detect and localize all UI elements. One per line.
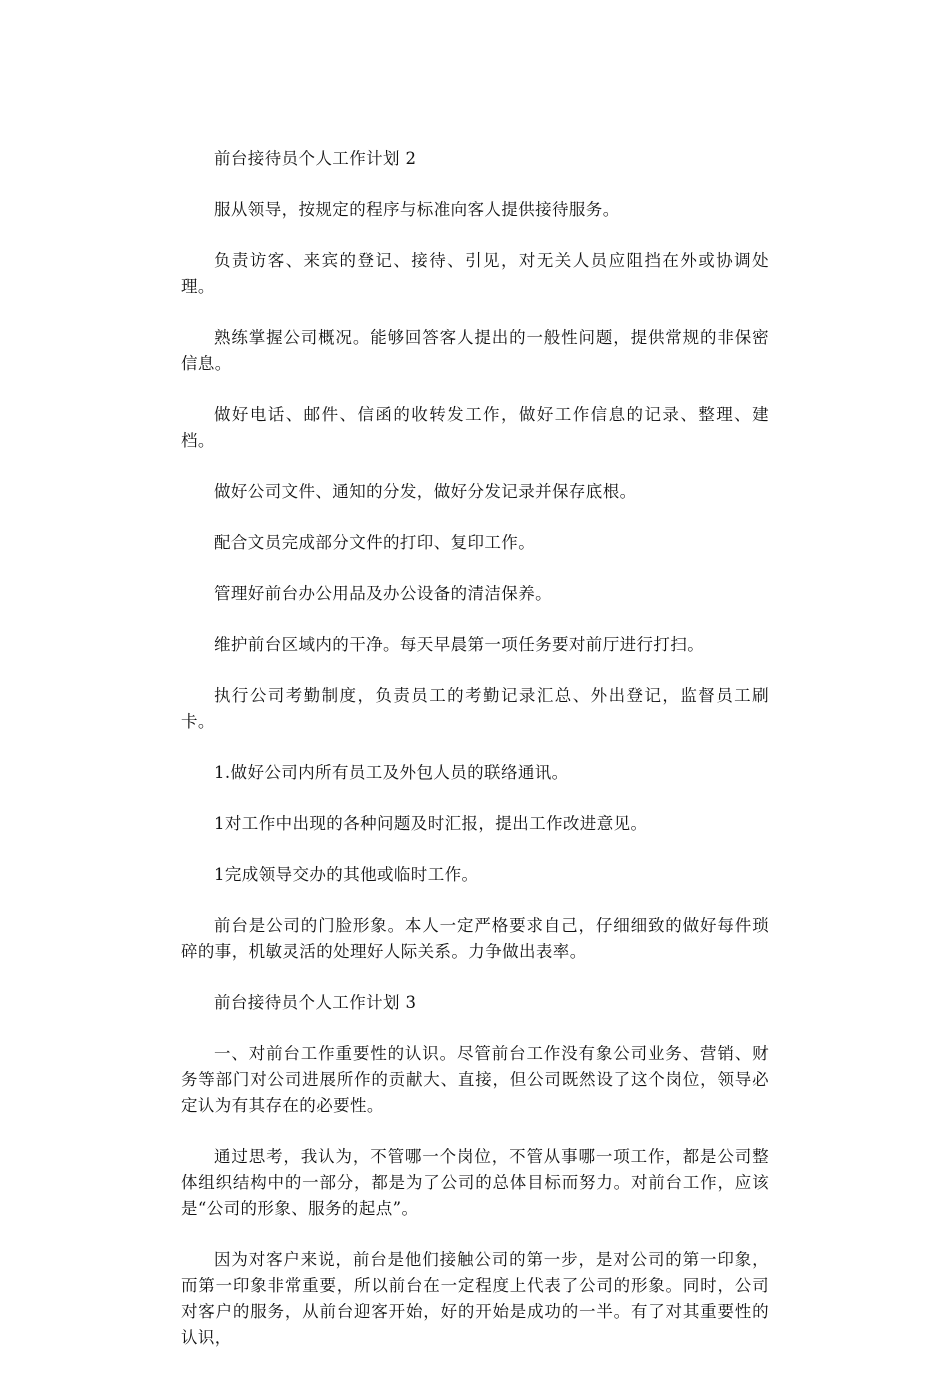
section-title: 前台接待员个人工作计划 3 [214,993,417,1012]
paragraph: 前台是公司的门脸形象。本人一定严格要求自己，仔细细致的做好每件琐碎的事，机敏灵活的处理好人际关系。力争做出表率。 [181,916,769,961]
paragraph: 做好电话、邮件、信函的收转发工作，做好工作信息的记录、整理、建档。 [181,405,769,450]
document-body [181,146,769,1376]
paragraph: 维护前台区域内的干净。每天早晨第一项任务要对前厅进行打扫。 [214,635,705,654]
paragraph: 负责访客、来宾的登记、接待、引见，对无关人员应阻挡在外或协调处理。 [181,251,769,296]
paragraph: 1对工作中出现的各种问题及时汇报，提出工作改进意见。 [214,814,648,833]
paragraph: 一、对前台工作重要性的认识。尽管前台工作没有象公司业务、营销、财务等部门对公司进展所作的贡献大、直接，但公司既然设了这个岗位，领导必定认为有其存在的必要性。 [181,1044,769,1115]
paragraph: 执行公司考勤制度，负责员工的考勤记录汇总、外出登记，监督员工刷卡。 [181,686,769,731]
paragraph: 熟练掌握公司概况。能够回答客人提出的一般性问题，提供常规的非保密信息。 [181,328,769,373]
paragraph: 因为对客户来说，前台是他们接触公司的第一步，是对公司的第一印象，而第一印象非常重要，所以前台在一定程度上代表了公司的形象。同时，公司对客户的服务，从前台迎客开始，好的开始是成功的一半。有了对其重要性的认识， [181,1250,769,1347]
paragraph: 配合文员完成部分文件的打印、复印工作。 [214,533,536,552]
paragraph: 做好公司文件、通知的分发，做好分发记录并保存底根。 [214,482,637,501]
paragraph: 通过思考，我认为，不管哪一个岗位，不管从事哪一项工作，都是公司整体组织结构中的一部分，都是为了公司的总体目标而努力。对前台工作，应该是“公司的形象、服务的起点”。 [181,1147,769,1218]
paragraph: 1.做好公司内所有员工及外包人员的联络通讯。 [214,763,569,782]
paragraph: 管理好前台办公用品及办公设备的清洁保养。 [214,584,552,603]
paragraph: 1完成领导交办的其他或临时工作。 [214,865,479,884]
paragraph: 服从领导，按规定的程序与标准向客人提供接待服务。 [214,200,620,219]
section-title: 前台接待员个人工作计划 2 [214,149,417,168]
